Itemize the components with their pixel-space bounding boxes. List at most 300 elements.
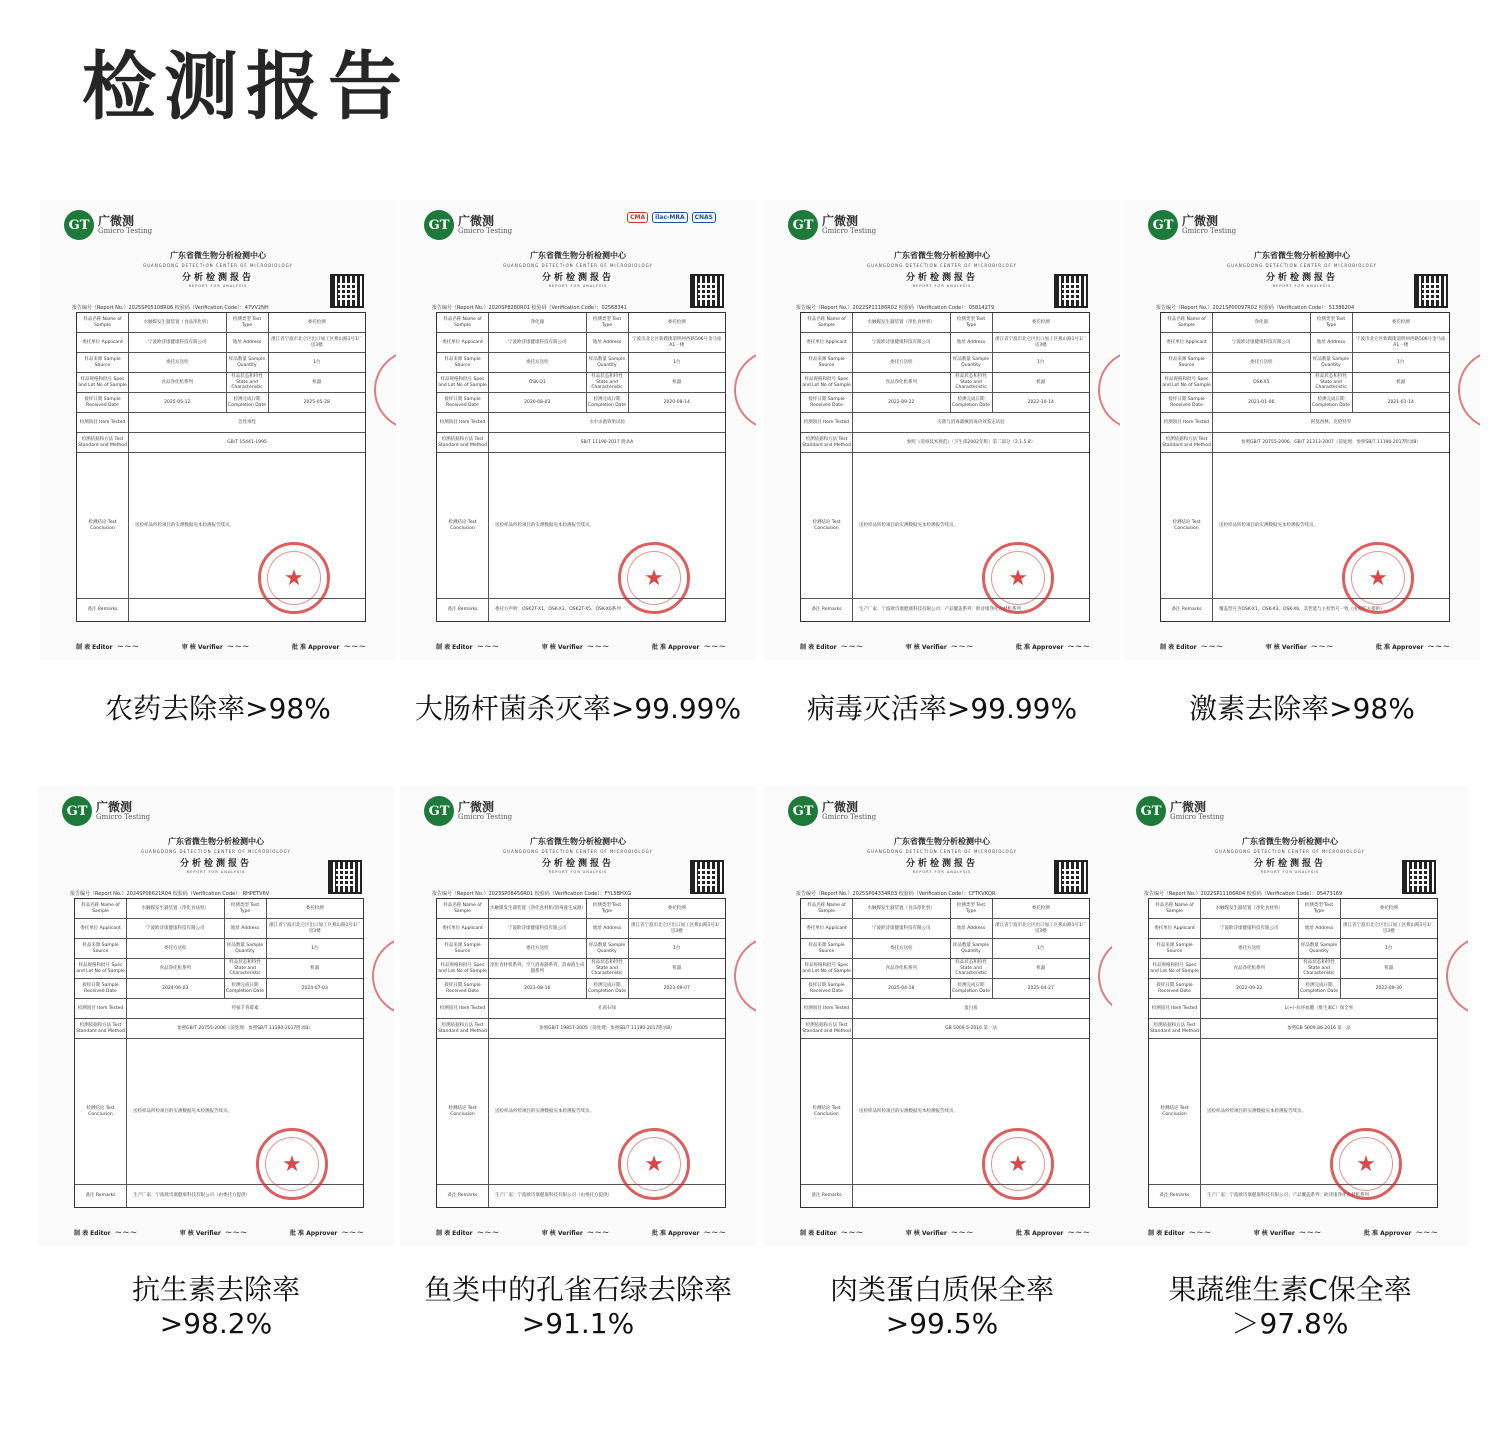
quantity-value: 1台: [311, 945, 319, 951]
completion-label: 检测完成日期 Completion Date: [587, 979, 629, 998]
state-label: 样品状态和特性 State and Characteristic: [1311, 373, 1353, 392]
logo-mark-icon: GT: [788, 796, 818, 826]
approver-label: 批 准 Approver: [1363, 1230, 1412, 1237]
remarks-label: 备注 Remarks: [801, 1185, 853, 1207]
report-en: REPORT FOR ANALYSIS: [912, 284, 972, 288]
approver-handwritten-signature: ~~~: [1427, 642, 1450, 652]
test-type-label: 检测类型 Test Type: [225, 899, 267, 918]
table-row: [437, 939, 725, 959]
conclusion-label: 检测结论 Test Conclusion: [437, 1039, 489, 1184]
address-label: 地址 Address: [951, 919, 993, 938]
center-en: GUANGDONG DETECTION CENTER OF MICROBIOLOGY: [867, 263, 1017, 268]
test-type-value: 委托检测: [305, 905, 324, 911]
center-name: 广东省微生物分析检测中心: [894, 837, 990, 846]
completion-label: 检测完成日期 Completion Date: [951, 393, 993, 412]
completion-value: 2024-07-03: [301, 985, 328, 991]
center-en: GUANGDONG DETECTION CENTER OF MICROBIOLOGY: [1227, 263, 1377, 268]
item-value: 阿莫西林、克伦特罗: [1310, 419, 1352, 425]
gmicro-logo: [64, 210, 152, 240]
sample-name-value: 水触媒发生器装置（净化食材机/消毒液生成器）: [489, 899, 587, 918]
signature-row: [800, 1228, 1090, 1238]
spec-label: 样品规格和批号 Spec and Lot No of Sample: [75, 959, 127, 978]
conclusion-value: 送检样品所检项目的实测数据见本检测报告续页。: [1219, 522, 1318, 528]
conclusion-label: 检测结论 Test Conclusion: [1161, 453, 1213, 598]
state-value: 机器: [1396, 379, 1406, 385]
verifier-label: 审 核 Verifier: [1265, 644, 1307, 651]
test-type-label: 检测类型 Test Type: [587, 899, 629, 918]
logo-en: Gmicro Testing: [458, 226, 513, 235]
report-caption-5: 抗生素去除率 >98.2%: [131, 1273, 300, 1340]
standard-value: GB 5009.5-2016 第一法: [945, 1025, 997, 1031]
test-report-7: [764, 786, 1120, 1246]
spec-label: 样品规格和批号 Spec and Lot No of Sample: [801, 959, 853, 978]
test-type-label: 检测类型 Test Type: [1311, 313, 1353, 332]
report-en: REPORT FOR ANALYSIS: [1260, 870, 1320, 874]
official-seal-icon: [256, 1128, 328, 1200]
standard-value: 参照《消毒技术规范》（卫生部2002年版）第二部分（2.1.5.8）: [906, 439, 1036, 445]
logo-mark-icon: GT: [1136, 796, 1166, 826]
center-name: 广东省微生物分析检测中心: [530, 251, 626, 260]
table-row: [1149, 1019, 1437, 1039]
sample-name-label: 样品名称 Name of Sample: [75, 899, 127, 918]
standard-value: SB/T 11190-2017 附录A: [580, 439, 634, 445]
editor-label: 制 表 Editor: [1148, 1230, 1185, 1237]
received-value: 2021-01-06: [1213, 393, 1311, 412]
report-title: 分析检测报告: [541, 859, 614, 869]
table-row: [437, 919, 725, 939]
table-row: [437, 333, 725, 353]
source-label: 样品来源 Sample Source: [437, 939, 489, 958]
report-title: 分析检测报告: [1265, 273, 1338, 283]
standard-label: 检测依据和方法 Test Standard and Method: [801, 433, 853, 452]
official-seal-icon: [982, 1128, 1054, 1200]
conclusion-label: 检测结论 Test Conclusion: [801, 1039, 853, 1184]
quantity-label: 样品数量 Sample Quantity: [951, 353, 993, 372]
table-row: [801, 433, 1089, 453]
source-value: 委托方送检: [853, 353, 951, 372]
test-type-label: 检测类型 Test Type: [227, 313, 269, 332]
applicant-label: 委托单位 Applicant: [1149, 919, 1201, 938]
table-row: [1149, 959, 1437, 979]
received-label: 接样日期 Sample Received Date: [801, 979, 853, 998]
test-report-8: [1112, 786, 1468, 1246]
completion-value: 2023-09-07: [663, 985, 690, 991]
table-row: [1149, 919, 1437, 939]
remarks-label: 备注 Remarks: [437, 599, 489, 621]
gmicro-logo: [424, 796, 512, 826]
item-value: 蛋白质: [964, 1005, 978, 1011]
sample-name-value: 水触媒发生器装置（净化食材机）: [853, 313, 951, 332]
sample-name-label: 样品名称 Name of Sample: [1149, 899, 1201, 918]
quantity-label: 样品数量 Sample Quantity: [225, 939, 267, 958]
table-row: [801, 899, 1089, 919]
table-row: [75, 919, 363, 939]
editor-handwritten-signature: ~~~: [476, 642, 500, 652]
standard-label: 检测依据和方法 Test Standard and Method: [437, 433, 489, 452]
conclusion-value: 送检样品所检项目的实测数据见本检测报告续页。: [859, 522, 958, 528]
logo-mark-icon: GT: [64, 210, 94, 240]
cnas-mark-icon: CNAS: [692, 212, 716, 223]
standard-value: 参照GB 5009.86-2016 第一法: [1287, 1025, 1351, 1031]
table-row: [1161, 393, 1449, 413]
cma-mark-icon: CMA: [627, 212, 648, 223]
item-label: 检测项目 Item Tested: [801, 999, 853, 1018]
received-value: 2023-08-16: [489, 979, 587, 998]
report-caption-6: 鱼类中的孔雀石绿去除率 >91.1%: [423, 1273, 732, 1340]
state-value: 机器: [1036, 965, 1046, 971]
verifier-signature: [180, 1228, 248, 1238]
signature-row: [800, 642, 1090, 652]
address-value: 宁波市北仑区新碶街道明州西路506号金马座A1一楼: [631, 337, 722, 348]
approver-label: 批 准 Approver: [651, 644, 700, 651]
center-name: 广东省微生物分析检测中心: [170, 251, 266, 260]
table-row: [801, 599, 1089, 621]
table-row: [801, 313, 1089, 333]
report-title: 分析检测报告: [181, 273, 254, 283]
applicant-label: 委托单位 Applicant: [437, 919, 489, 938]
test-type-value: 委托检测: [1031, 319, 1050, 325]
sample-name-label: 样品名称 Name of Sample: [801, 313, 853, 332]
remarks-value: 生产厂家：宁波欧诗康健康科技有限公司（由委托方提供）: [133, 1193, 250, 1199]
standard-value: 参照GB/T 20755-2006（前处理：参照SB/T 11190-2017附录B）: [177, 1025, 313, 1031]
verifier-label: 审 核 Verifier: [905, 644, 947, 651]
logo-mark-icon: GT: [788, 210, 818, 240]
completion-label: 检测完成日期 Completion Date: [227, 393, 269, 412]
gmicro-logo: [1148, 210, 1236, 240]
logo-text: [458, 215, 512, 235]
center-en: GUANGDONG DETECTION CENTER OF MICROBIOLOGY: [503, 263, 653, 268]
table-row: [801, 919, 1089, 939]
item-label: 检测项目 Item Tested: [437, 413, 489, 432]
remarks-label: 备注 Remarks: [1161, 599, 1213, 621]
editor-handwritten-signature: ~~~: [840, 1228, 864, 1238]
verifier-signature: [1266, 642, 1334, 652]
state-value: 机器: [1036, 379, 1046, 385]
remarks-value: [129, 599, 365, 621]
report-number: 报告编号（Report No.）2021SP00097R02 校验码（Verification Code）：51386204: [1156, 305, 1355, 311]
editor-handwritten-signature: ~~~: [840, 642, 864, 652]
standard-value: GB/T 15441-1995: [227, 439, 267, 445]
table-row: [77, 413, 365, 433]
gmicro-logo: [788, 210, 876, 240]
table-row: [437, 353, 725, 373]
sample-name-value: 水触媒发生器装置（食品净化机）: [853, 899, 951, 918]
item-value: L(+)-抗坏血酸（维生素C）保全率: [1284, 1005, 1354, 1011]
logo-text: [98, 215, 152, 235]
table-row: [437, 979, 725, 999]
approver-handwritten-signature: ~~~: [343, 642, 366, 652]
received-value: 2022-09-22: [1201, 979, 1299, 998]
logo-mark-icon: GT: [62, 796, 92, 826]
editor-label: 制 表 Editor: [1160, 644, 1197, 651]
source-label: 样品来源 Sample Source: [437, 353, 489, 372]
test-report-2: [400, 200, 756, 660]
received-value: 2024-06-03: [127, 979, 225, 998]
conclusion-label: 检测结论 Test Conclusion: [437, 453, 489, 598]
verifier-handwritten-signature: ~~~: [226, 642, 250, 652]
received-label: 接样日期 Sample Received Date: [1161, 393, 1213, 412]
report-number: 报告编号（Report No.）2023SP08456R01 校验码（Verification Code）：FYL5BHXG: [432, 891, 632, 897]
completion-label: 检测完成日期 Completion Date: [587, 393, 629, 412]
standard-label: 检测依据和方法 Test Standard and Method: [1161, 433, 1213, 452]
approver-signature: [652, 642, 726, 652]
source-value: 委托方送检: [129, 353, 227, 372]
test-type-value: 委托检测: [1391, 319, 1410, 325]
editor-label: 制 表 Editor: [74, 1230, 111, 1237]
official-seal-icon: [618, 1128, 690, 1200]
applicant-value: 宁波欧诗康健康科技有限公司: [489, 919, 587, 938]
verifier-handwritten-signature: ~~~: [586, 1228, 610, 1238]
spec-value: OSK-X5: [1213, 373, 1311, 392]
spec-label: 样品规格和批号 Spec and Lot No of Sample: [1161, 373, 1213, 392]
center-en: GUANGDONG DETECTION CENTER OF MICROBIOLOGY: [143, 263, 293, 268]
gmicro-logo: [1136, 796, 1224, 826]
table-row: [801, 1019, 1089, 1039]
approver-signature: [652, 1228, 726, 1238]
approver-label: 批 准 Approver: [289, 1230, 338, 1237]
item-label: 检测项目 Item Tested: [1149, 999, 1201, 1018]
applicant-label: 委托单位 Applicant: [801, 919, 853, 938]
editor-handwritten-signature: ~~~: [114, 1228, 138, 1238]
qr-code-icon: [1054, 274, 1088, 308]
remarks-value: 生产厂家：宁波欧诗康健康科技有限公司（由委托方提供）: [495, 1193, 612, 1199]
table-row: [801, 333, 1089, 353]
signature-row: [436, 642, 726, 652]
table-row: [437, 959, 725, 979]
table-row: [437, 433, 725, 453]
report-caption-8: 果蔬维生素C保全率 ＞97.8%: [1168, 1273, 1412, 1340]
test-type-label: 检测类型 Test Type: [1299, 899, 1341, 918]
table-row: [1161, 313, 1449, 333]
completion-value: 2020-08-14: [663, 399, 690, 405]
logo-mark-icon: GT: [1148, 210, 1178, 240]
logo-en: Gmicro Testing: [1182, 226, 1237, 235]
table-row: [1149, 939, 1437, 959]
spec-value: 食品净化机系列: [1201, 959, 1299, 978]
table-row: [75, 999, 363, 1019]
standard-value: 参照GB/T 19857-2005（前处理：参照SB/T 11190-2017附录B）: [539, 1025, 675, 1031]
sample-name-label: 样品名称 Name of Sample: [1161, 313, 1213, 332]
completion-label: 检测完成日期 Completion Date: [225, 979, 267, 998]
applicant-value: 宁波欧诗康健康科技有限公司: [853, 333, 951, 352]
sample-name-label: 样品名称 Name of Sample: [801, 899, 853, 918]
item-label: 检测项目 Item Tested: [1161, 413, 1213, 432]
logo-text: [822, 215, 876, 235]
logo-mark-icon: GT: [424, 796, 454, 826]
source-label: 样品来源 Sample Source: [77, 353, 129, 372]
test-report-6: [400, 786, 756, 1246]
received-value: 2025-04-18: [853, 979, 951, 998]
received-label: 接样日期 Sample Received Date: [437, 979, 489, 998]
approver-label: 批 准 Approver: [651, 1230, 700, 1237]
logo-cn: 广微测: [1170, 800, 1207, 815]
table-row: [801, 353, 1089, 373]
sample-name-value: 水触媒发生器装置（净化食材机）: [1201, 899, 1299, 918]
remarks-value: 委托方声明：OSK2T-X1、OSK-X3、OSK2T-X5、OSK-X6系列: [495, 607, 621, 613]
report-number: 报告编号（Report No.）2022SP11186R04 校验码（Verification Code）：05473169: [1144, 891, 1343, 897]
conclusion-value: 送检样品所检项目的实测数据见本检测报告续页。: [1207, 1108, 1306, 1114]
editor-label: 制 表 Editor: [436, 1230, 473, 1237]
sample-name-value: 水触媒发生器装置（净化食品机）: [127, 899, 225, 918]
state-value: 机器: [312, 379, 322, 385]
verifier-signature: [542, 642, 610, 652]
verifier-handwritten-signature: ~~~: [1298, 1228, 1322, 1238]
table-row: [1149, 979, 1437, 999]
logo-cn: 广微测: [96, 800, 133, 815]
editor-handwritten-signature: ~~~: [1200, 642, 1224, 652]
logo-cn: 广微测: [822, 800, 859, 815]
signature-row: [1160, 642, 1450, 652]
verifier-label: 审 核 Verifier: [905, 1230, 947, 1237]
remarks-label: 备注 Remarks: [437, 1185, 489, 1207]
verifier-signature: [542, 1228, 610, 1238]
logo-en: Gmicro Testing: [96, 812, 151, 821]
remarks-label: 备注 Remarks: [1149, 1185, 1201, 1207]
remarks-value: 生产厂家：宁波欧诗康健康科技有限公司；产品覆盖系列：欧诗康净化食材机系列: [1207, 1193, 1369, 1199]
address-value: 浙江省宁波市北仑区出口加工区燕山路1号1厂房3楼: [269, 923, 361, 934]
received-value: 2025-05-12: [129, 393, 227, 412]
table-row: [437, 373, 725, 393]
center-name: 广东省微生物分析检测中心: [1242, 837, 1338, 846]
spec-value: 净化食材机系列、空气消毒器系列、消毒液生成器系列: [489, 959, 587, 978]
quantity-value: 1台: [1397, 359, 1405, 365]
center-name: 广东省微生物分析检测中心: [894, 251, 990, 260]
approver-handwritten-signature: ~~~: [1067, 1228, 1090, 1238]
sample-name-value: 净化器: [489, 313, 587, 332]
address-value: 浙江省宁波市北仑区出口加工区燕山路1号1厂房3楼: [271, 337, 363, 348]
qr-code-icon: [1414, 274, 1448, 308]
state-label: 样品状态和特性 State and Characteristic: [225, 959, 267, 978]
remarks-value: 覆盖型号为OSK-X1、OSK-X3、OSK-X6，其性能与主检型号一致（由委托方提供）: [1219, 607, 1385, 613]
sample-name-value: 水触媒发生器装置（食品净化机）: [129, 313, 227, 332]
center-name: 广东省微生物分析检测中心: [168, 837, 264, 846]
conclusion-label: 检测结论 Test Conclusion: [75, 1039, 127, 1184]
gmicro-logo: [62, 796, 150, 826]
report-en: REPORT FOR ANALYSIS: [1272, 284, 1332, 288]
logo-en: Gmicro Testing: [98, 226, 153, 235]
address-label: 地址 Address: [587, 333, 629, 352]
verifier-handwritten-signature: ~~~: [224, 1228, 248, 1238]
applicant-label: 委托单位 Applicant: [801, 333, 853, 352]
logo-text: [1182, 215, 1236, 235]
quantity-label: 样品数量 Sample Quantity: [587, 353, 629, 372]
report-title: 分析检测报告: [541, 273, 614, 283]
quantity-value: 1台: [673, 359, 681, 365]
sample-name-label: 样品名称 Name of Sample: [437, 899, 489, 918]
quantity-label: 样品数量 Sample Quantity: [587, 939, 629, 958]
logo-en: Gmicro Testing: [458, 812, 513, 821]
verifier-handwritten-signature: ~~~: [950, 1228, 974, 1238]
quantity-label: 样品数量 Sample Quantity: [1299, 939, 1341, 958]
official-seal-icon: [1330, 1128, 1402, 1200]
conclusion-label: 检测结论 Test Conclusion: [1149, 1039, 1201, 1184]
applicant-label: 委托单位 Applicant: [75, 919, 127, 938]
received-label: 接样日期 Sample Received Date: [437, 393, 489, 412]
center-en: GUANGDONG DETECTION CENTER OF MICROBIOLOGY: [503, 849, 653, 854]
verifier-handwritten-signature: ~~~: [1310, 642, 1334, 652]
report-number: 报告编号（Report No.）2022SP11186R02 校验码（Verification Code）：05814279: [796, 305, 995, 311]
certification-marks: [627, 212, 716, 223]
report-caption-1: 农药去除率>98%: [105, 692, 331, 725]
report-title: 分析检测报告: [1253, 859, 1326, 869]
verifier-signature: [182, 642, 250, 652]
report-caption-2: 大肠杆菌杀灭率>99.99%: [414, 692, 742, 725]
center-en: GUANGDONG DETECTION CENTER OF MICROBIOLOGY: [1215, 849, 1365, 854]
report-number: 报告编号（Report No.）2025SP05108R06 校验码（Verification Code）：47VV2NH: [72, 305, 269, 311]
spec-value: 食品净化机系列: [853, 373, 951, 392]
qr-code-icon: [330, 274, 364, 308]
conclusion-value: 送检样品所检项目的实测数据见本检测报告续页。: [135, 522, 234, 528]
quantity-label: 样品数量 Sample Quantity: [951, 939, 993, 958]
quantity-label: 样品数量 Sample Quantity: [227, 353, 269, 372]
applicant-label: 委托单位 Applicant: [1161, 333, 1213, 352]
test-report-3: [764, 200, 1120, 660]
table-row: [75, 939, 363, 959]
table-row: [801, 393, 1089, 413]
spec-value: 食品净化机系列: [127, 959, 225, 978]
verifier-label: 审 核 Verifier: [541, 1230, 583, 1237]
address-label: 地址 Address: [1299, 919, 1341, 938]
logo-en: Gmicro Testing: [1170, 812, 1225, 821]
address-value: 浙江省宁波市北仑区出口加工区燕山路1号1厂房3楼: [995, 337, 1087, 348]
test-type-value: 委托检测: [667, 319, 686, 325]
item-label: 检测项目 Item Tested: [801, 413, 853, 432]
report-caption-7: 肉类蛋白质保全率 >99.5%: [829, 1273, 1054, 1340]
report-caption-3: 病毒灭活率>99.99%: [806, 692, 1078, 725]
report-title: 分析检测报告: [905, 859, 978, 869]
table-row: [437, 393, 725, 413]
state-value: 机器: [1384, 965, 1394, 971]
remarks-value: 生产厂家：宁波欧诗康健康科技有限公司；产品覆盖系列：欧诗康净化食材机系列: [859, 607, 1021, 613]
address-label: 地址 Address: [1311, 333, 1353, 352]
remarks-label: 备注 Remarks: [77, 599, 129, 621]
standard-label: 检测依据和方法 Test Standard and Method: [1149, 1019, 1201, 1038]
completion-value: 2025-04-27: [1027, 985, 1054, 991]
logo-text: [822, 801, 876, 821]
logo-text: [96, 801, 150, 821]
table-row: [75, 1185, 363, 1207]
received-value: 2020-08-03: [489, 393, 587, 412]
report-en: REPORT FOR ANALYSIS: [548, 870, 608, 874]
table-row: [801, 979, 1089, 999]
editor-signature: [76, 642, 139, 652]
editor-handwritten-signature: ~~~: [116, 642, 140, 652]
item-value: 羟氨苄青霉素: [231, 1005, 259, 1011]
approver-label: 批 准 Approver: [1015, 1230, 1064, 1237]
editor-signature: [436, 642, 499, 652]
spec-label: 样品规格和批号 Spec and Lot No of Sample: [801, 373, 853, 392]
state-value: 机器: [310, 965, 320, 971]
state-value: 机器: [672, 379, 682, 385]
editor-signature: [74, 1228, 137, 1238]
verifier-signature: [906, 1228, 974, 1238]
quantity-label: 样品数量 Sample Quantity: [1311, 353, 1353, 372]
received-label: 接样日期 Sample Received Date: [1149, 979, 1201, 998]
approver-handwritten-signature: ~~~: [341, 1228, 364, 1238]
item-value: 急性毒性: [238, 419, 256, 425]
logo-cn: 广微测: [98, 214, 135, 229]
editor-label: 制 表 Editor: [800, 644, 837, 651]
applicant-value: 宁波欧诗康健康科技有限公司: [1213, 333, 1311, 352]
test-type-label: 检测类型 Test Type: [951, 899, 993, 918]
table-row: [437, 313, 725, 333]
qr-code-icon: [690, 860, 724, 894]
editor-signature: [436, 1228, 499, 1238]
received-value: 2022-09-22: [853, 393, 951, 412]
table-row: [1161, 333, 1449, 353]
table-row: [1161, 373, 1449, 393]
editor-label: 制 表 Editor: [76, 644, 113, 651]
